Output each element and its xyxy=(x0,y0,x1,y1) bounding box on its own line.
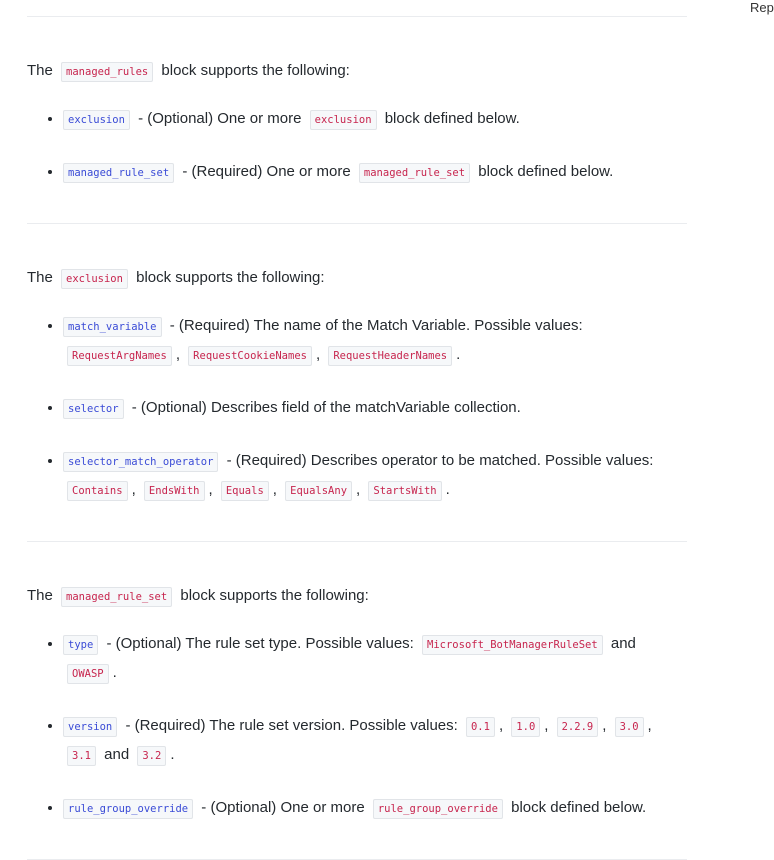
section-intro xyxy=(27,57,687,86)
argument-name: version xyxy=(63,717,117,737)
description-text: - (Optional) One or more xyxy=(201,799,365,816)
list-item xyxy=(63,630,687,688)
description-text: - (Required) One or more xyxy=(182,163,351,180)
value-code: EqualsAny xyxy=(285,481,352,501)
value-code: StartsWith xyxy=(368,481,441,501)
description-text: - (Required) The name of the Match Variable. Possible values: xyxy=(169,317,583,334)
argument-name: exclusion xyxy=(63,110,130,130)
section-intro xyxy=(27,582,687,611)
section-managed-rule-set xyxy=(27,582,687,823)
description-text: . xyxy=(170,746,175,763)
list-item xyxy=(63,794,687,823)
section-intro xyxy=(27,264,687,293)
description-text: , xyxy=(356,481,361,498)
description-text: block defined below. xyxy=(478,163,614,180)
value-code: EndsWith xyxy=(144,481,205,501)
description-text: , xyxy=(208,481,213,498)
list-item xyxy=(63,394,687,423)
description-text: . xyxy=(456,346,461,363)
description-text: , xyxy=(498,717,504,734)
description-text: . xyxy=(445,481,450,498)
value-code: rule_group_override xyxy=(373,799,503,819)
divider xyxy=(27,541,687,542)
argument-name: managed_rule_set xyxy=(63,163,174,183)
description-text: and xyxy=(610,635,636,652)
description-text: , xyxy=(272,481,277,498)
description-text: - (Optional) One or more xyxy=(138,110,302,127)
block-name-code: exclusion xyxy=(61,269,128,289)
block-name-code: managed_rules xyxy=(61,62,153,82)
value-code: 3.2 xyxy=(137,746,166,766)
argument-list xyxy=(27,312,687,505)
value-code: 2.2.9 xyxy=(557,717,599,737)
value-code: Equals xyxy=(221,481,269,501)
list-item xyxy=(63,312,687,370)
argument-list xyxy=(27,630,687,823)
description-text: , xyxy=(315,346,321,363)
value-code: 3.0 xyxy=(615,717,644,737)
document-content xyxy=(27,0,687,860)
argument-list xyxy=(27,105,687,187)
value-code: RequestCookieNames xyxy=(188,346,312,366)
intro-text: The xyxy=(27,269,53,286)
description-text: , xyxy=(544,717,549,734)
value-code: RequestArgNames xyxy=(67,346,172,366)
description-text: , xyxy=(131,481,136,498)
value-code: Microsoft_BotManagerRuleSet xyxy=(422,635,603,655)
list-item xyxy=(63,447,687,505)
intro-text: block supports the following: xyxy=(161,62,350,79)
section-managed-rules xyxy=(27,57,687,187)
description-text: . xyxy=(112,664,117,681)
value-code: OWASP xyxy=(67,664,109,684)
value-code: exclusion xyxy=(310,110,377,130)
block-name-code: managed_rule_set xyxy=(61,587,172,607)
value-code: RequestHeaderNames xyxy=(328,346,452,366)
argument-name: match_variable xyxy=(63,317,162,337)
value-code: 0.1 xyxy=(466,717,495,737)
description-text: block defined below. xyxy=(384,110,520,127)
description-text: , xyxy=(175,346,180,363)
value-code: 1.0 xyxy=(511,717,540,737)
value-code: 3.1 xyxy=(67,746,96,766)
value-code: Contains xyxy=(67,481,128,501)
divider xyxy=(27,16,687,17)
description-text: - (Optional) The rule set type. Possible values: xyxy=(106,635,414,652)
argument-name: selector xyxy=(63,399,124,419)
right-panel-label: Rep xyxy=(750,0,774,15)
description-text: - (Optional) Describes field of the matchVariable collection. xyxy=(131,399,521,416)
argument-name: type xyxy=(63,635,98,655)
description-text: , xyxy=(647,717,652,734)
argument-name: selector_match_operator xyxy=(63,452,218,472)
intro-text: block supports the following: xyxy=(136,269,325,286)
description-text: - (Required) Describes operator to be matched. Possible values: xyxy=(226,452,654,469)
description-text: - (Required) The rule set version. Possible values: xyxy=(125,717,458,734)
value-code: managed_rule_set xyxy=(359,163,470,183)
description-text: and xyxy=(104,746,130,763)
intro-text: The xyxy=(27,587,53,604)
intro-text: block supports the following: xyxy=(180,587,369,604)
divider xyxy=(27,223,687,224)
description-text: block defined below. xyxy=(511,799,647,816)
section-exclusion xyxy=(27,264,687,505)
list-item xyxy=(63,712,687,770)
intro-text: The xyxy=(27,62,53,79)
description-text: , xyxy=(602,717,607,734)
list-item xyxy=(63,158,687,187)
argument-name: rule_group_override xyxy=(63,799,193,819)
list-item xyxy=(63,105,687,134)
